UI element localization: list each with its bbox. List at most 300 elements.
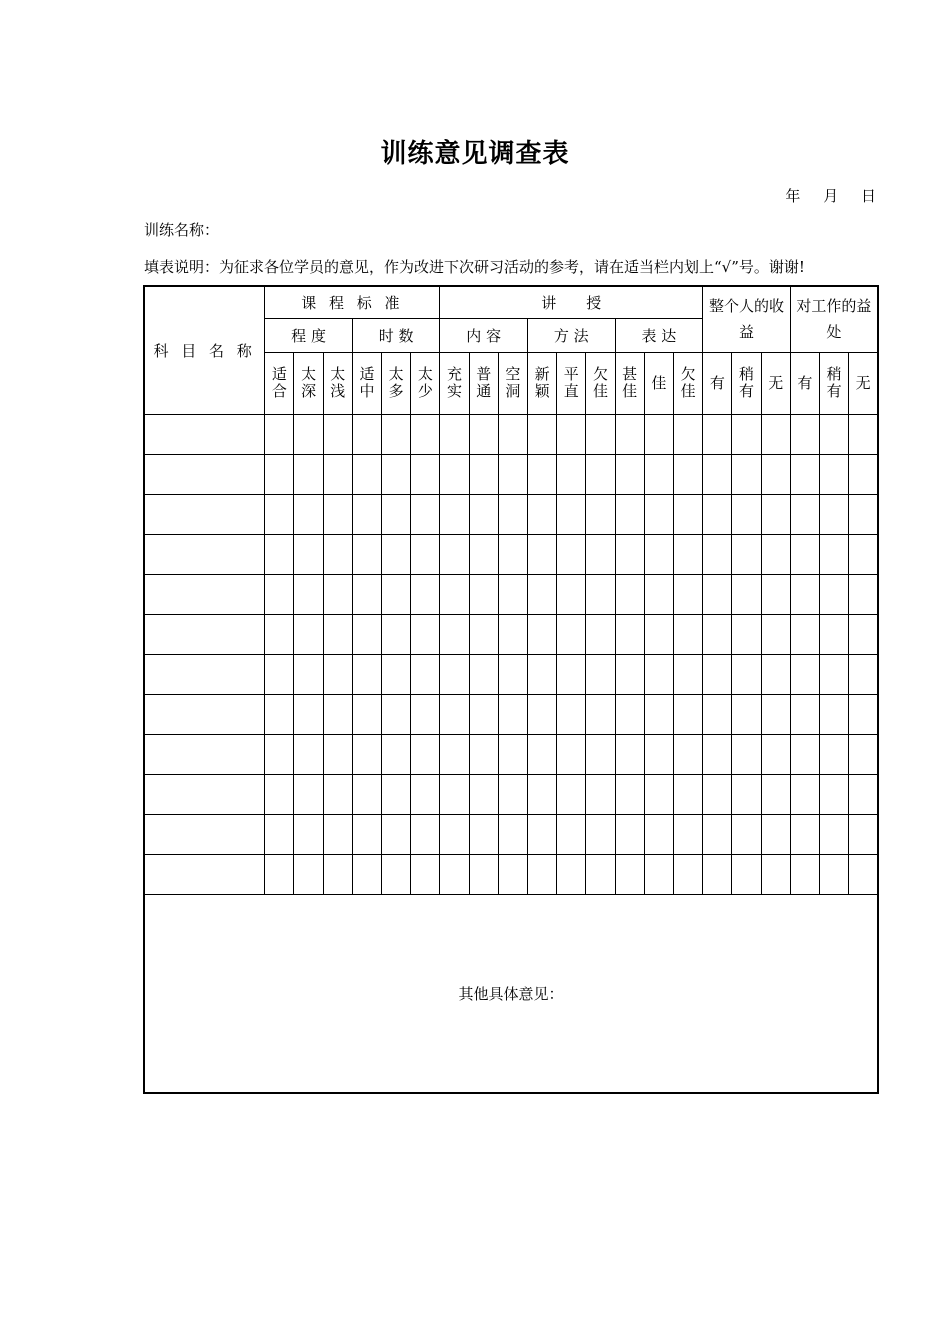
- rating-cell[interactable]: [790, 694, 819, 734]
- expression-header: 表 达: [615, 318, 703, 352]
- rating-cell[interactable]: [527, 414, 556, 454]
- rating-cell[interactable]: [265, 574, 294, 614]
- rating-cell[interactable]: [790, 814, 819, 854]
- rating-cell[interactable]: [761, 614, 790, 654]
- rating-cell[interactable]: [323, 574, 352, 614]
- rating-cell[interactable]: [673, 574, 702, 614]
- rating-cell[interactable]: [644, 654, 673, 694]
- column-header-label: 太浅: [330, 365, 346, 400]
- subject-name-cell[interactable]: [144, 614, 265, 654]
- rating-cell[interactable]: [644, 494, 673, 534]
- column-header: [411, 352, 440, 414]
- column-header: [732, 352, 761, 414]
- rating-cell[interactable]: [673, 534, 702, 574]
- rating-cell[interactable]: [673, 454, 702, 494]
- rating-cell[interactable]: [761, 694, 790, 734]
- rating-cell[interactable]: [615, 494, 644, 534]
- subject-name-cell[interactable]: [144, 574, 265, 614]
- column-header: [615, 352, 644, 414]
- rating-cell[interactable]: [849, 774, 878, 814]
- rating-cell[interactable]: [761, 534, 790, 574]
- rating-cell[interactable]: [294, 414, 323, 454]
- rating-cell[interactable]: [557, 414, 586, 454]
- rating-cell[interactable]: [586, 734, 615, 774]
- rating-cell[interactable]: [469, 494, 498, 534]
- rating-cell[interactable]: [761, 574, 790, 614]
- rating-cell[interactable]: [527, 494, 556, 534]
- rating-cell[interactable]: [703, 854, 732, 894]
- rating-cell[interactable]: [527, 574, 556, 614]
- rating-cell[interactable]: [849, 574, 878, 614]
- rating-cell[interactable]: [849, 614, 878, 654]
- rating-cell[interactable]: [469, 774, 498, 814]
- rating-cell[interactable]: [790, 654, 819, 694]
- rating-cell[interactable]: [265, 454, 294, 494]
- column-header-label: 稍有: [826, 365, 842, 400]
- column-header-label: 有: [709, 374, 725, 392]
- rating-cell[interactable]: [265, 854, 294, 894]
- rating-cell[interactable]: [469, 814, 498, 854]
- rating-cell[interactable]: [820, 574, 849, 614]
- rating-cell[interactable]: [615, 574, 644, 614]
- rating-cell[interactable]: [586, 414, 615, 454]
- rating-cell[interactable]: [469, 654, 498, 694]
- rating-cell[interactable]: [411, 694, 440, 734]
- rating-cell[interactable]: [615, 694, 644, 734]
- rating-cell[interactable]: [382, 454, 411, 494]
- rating-cell[interactable]: [703, 494, 732, 534]
- rating-cell[interactable]: [527, 654, 556, 694]
- rating-cell[interactable]: [294, 694, 323, 734]
- rating-cell[interactable]: [352, 694, 381, 734]
- rating-cell[interactable]: [703, 614, 732, 654]
- other-opinions-area[interactable]: [144, 894, 878, 1093]
- rating-cell[interactable]: [820, 854, 849, 894]
- rating-cell[interactable]: [411, 814, 440, 854]
- rating-cell[interactable]: [732, 854, 761, 894]
- rating-cell[interactable]: [586, 814, 615, 854]
- rating-cell[interactable]: [615, 534, 644, 574]
- rating-cell[interactable]: [820, 454, 849, 494]
- table-row: [144, 854, 878, 894]
- rating-cell[interactable]: [644, 534, 673, 574]
- rating-cell[interactable]: [352, 814, 381, 854]
- rating-cell[interactable]: [323, 654, 352, 694]
- subject-name-header: 科 目 名 称: [144, 286, 265, 414]
- rating-cell[interactable]: [498, 654, 527, 694]
- rating-cell[interactable]: [440, 774, 469, 814]
- rating-cell[interactable]: [382, 854, 411, 894]
- rating-cell[interactable]: [323, 814, 352, 854]
- column-header: [673, 352, 702, 414]
- rating-cell[interactable]: [440, 574, 469, 614]
- rating-cell[interactable]: [820, 614, 849, 654]
- rating-cell[interactable]: [849, 534, 878, 574]
- rating-cell[interactable]: [615, 454, 644, 494]
- rating-cell[interactable]: [732, 654, 761, 694]
- rating-cell[interactable]: [615, 774, 644, 814]
- rating-cell[interactable]: [352, 734, 381, 774]
- rating-cell[interactable]: [294, 534, 323, 574]
- rating-cell[interactable]: [440, 454, 469, 494]
- column-header-label: 适中: [359, 365, 375, 400]
- rating-cell[interactable]: [615, 654, 644, 694]
- rating-cell[interactable]: [557, 814, 586, 854]
- rating-cell[interactable]: [673, 494, 702, 534]
- rating-cell[interactable]: [382, 534, 411, 574]
- rating-cell[interactable]: [411, 734, 440, 774]
- rating-cell[interactable]: [323, 454, 352, 494]
- rating-cell[interactable]: [469, 414, 498, 454]
- rating-cell[interactable]: [849, 694, 878, 734]
- rating-cell[interactable]: [615, 414, 644, 454]
- rating-cell[interactable]: [382, 774, 411, 814]
- rating-cell[interactable]: [586, 614, 615, 654]
- rating-cell[interactable]: [382, 614, 411, 654]
- rating-cell[interactable]: [703, 774, 732, 814]
- rating-cell[interactable]: [469, 734, 498, 774]
- rating-cell[interactable]: [703, 534, 732, 574]
- rating-cell[interactable]: [440, 734, 469, 774]
- rating-cell[interactable]: [557, 654, 586, 694]
- rating-cell[interactable]: [761, 774, 790, 814]
- rating-cell[interactable]: [294, 854, 323, 894]
- rating-cell[interactable]: [498, 454, 527, 494]
- column-header: [323, 352, 352, 414]
- rating-cell[interactable]: [411, 574, 440, 614]
- column-header: [849, 352, 878, 414]
- rating-cell[interactable]: [761, 814, 790, 854]
- table-row: [144, 414, 878, 454]
- rating-cell[interactable]: [732, 574, 761, 614]
- rating-cell[interactable]: [673, 614, 702, 654]
- rating-cell[interactable]: [644, 694, 673, 734]
- rating-cell[interactable]: [382, 574, 411, 614]
- rating-cell[interactable]: [498, 694, 527, 734]
- rating-cell[interactable]: [790, 734, 819, 774]
- subject-name-cell[interactable]: [144, 534, 265, 574]
- rating-cell[interactable]: [265, 534, 294, 574]
- rating-cell[interactable]: [440, 614, 469, 654]
- rating-cell[interactable]: [673, 734, 702, 774]
- rating-cell[interactable]: [703, 734, 732, 774]
- rating-cell[interactable]: [323, 694, 352, 734]
- subject-name-cell[interactable]: [144, 814, 265, 854]
- rating-cell[interactable]: [790, 454, 819, 494]
- rating-cell[interactable]: [703, 694, 732, 734]
- rating-cell[interactable]: [644, 414, 673, 454]
- rating-cell[interactable]: [732, 774, 761, 814]
- rating-cell[interactable]: [703, 814, 732, 854]
- rating-cell[interactable]: [411, 854, 440, 894]
- column-header: [761, 352, 790, 414]
- rating-cell[interactable]: [673, 414, 702, 454]
- rating-cell[interactable]: [294, 454, 323, 494]
- rating-cell[interactable]: [469, 534, 498, 574]
- rating-cell[interactable]: [382, 814, 411, 854]
- rating-cell[interactable]: [440, 414, 469, 454]
- rating-cell[interactable]: [849, 494, 878, 534]
- rating-cell[interactable]: [790, 534, 819, 574]
- rating-cell[interactable]: [498, 814, 527, 854]
- rating-cell[interactable]: [673, 694, 702, 734]
- rating-cell[interactable]: [411, 534, 440, 574]
- rating-cell[interactable]: [615, 614, 644, 654]
- rating-cell[interactable]: [732, 414, 761, 454]
- rating-cell[interactable]: [265, 494, 294, 534]
- rating-cell[interactable]: [557, 614, 586, 654]
- rating-cell[interactable]: [440, 694, 469, 734]
- rating-cell[interactable]: [644, 614, 673, 654]
- rating-cell[interactable]: [703, 414, 732, 454]
- rating-cell[interactable]: [411, 654, 440, 694]
- rating-cell[interactable]: [411, 614, 440, 654]
- rating-cell[interactable]: [557, 694, 586, 734]
- rating-cell[interactable]: [820, 814, 849, 854]
- rating-cell[interactable]: [352, 614, 381, 654]
- rating-cell[interactable]: [265, 614, 294, 654]
- rating-cell[interactable]: [820, 734, 849, 774]
- column-header-label: 欠佳: [592, 365, 608, 400]
- table-row: [144, 534, 878, 574]
- rating-cell[interactable]: [586, 654, 615, 694]
- column-header-label: 新颖: [534, 365, 550, 400]
- rating-cell[interactable]: [615, 734, 644, 774]
- rating-cell[interactable]: [527, 694, 556, 734]
- rating-cell[interactable]: [352, 854, 381, 894]
- rating-cell[interactable]: [790, 494, 819, 534]
- rating-cell[interactable]: [440, 494, 469, 534]
- column-header: [294, 352, 323, 414]
- rating-cell[interactable]: [557, 734, 586, 774]
- training-name-label: 训练名称：: [144, 221, 220, 239]
- rating-cell[interactable]: [527, 534, 556, 574]
- rating-cell[interactable]: [323, 854, 352, 894]
- rating-cell[interactable]: [703, 654, 732, 694]
- rating-cell[interactable]: [411, 454, 440, 494]
- rating-cell[interactable]: [469, 614, 498, 654]
- rating-cell[interactable]: [352, 654, 381, 694]
- rating-cell[interactable]: [615, 854, 644, 894]
- date-year-label: 年: [785, 187, 801, 205]
- subject-name-cell[interactable]: [144, 414, 265, 454]
- rating-cell[interactable]: [586, 494, 615, 534]
- rating-cell[interactable]: [382, 694, 411, 734]
- rating-cell[interactable]: [323, 494, 352, 534]
- rating-cell[interactable]: [732, 494, 761, 534]
- subject-name-cell[interactable]: [144, 734, 265, 774]
- rating-cell[interactable]: [732, 614, 761, 654]
- column-header-label: 欠佳: [680, 365, 696, 400]
- rating-cell[interactable]: [294, 774, 323, 814]
- rating-cell[interactable]: [411, 414, 440, 454]
- rating-cell[interactable]: [265, 774, 294, 814]
- rating-cell[interactable]: [440, 654, 469, 694]
- rating-cell[interactable]: [382, 654, 411, 694]
- rating-cell[interactable]: [820, 414, 849, 454]
- rating-cell[interactable]: [527, 854, 556, 894]
- rating-cell[interactable]: [527, 614, 556, 654]
- rating-cell[interactable]: [586, 454, 615, 494]
- rating-cell[interactable]: [440, 854, 469, 894]
- subject-name-cell[interactable]: [144, 494, 265, 534]
- rating-cell[interactable]: [790, 414, 819, 454]
- rating-cell[interactable]: [411, 774, 440, 814]
- rating-cell[interactable]: [382, 494, 411, 534]
- content-header: 内 容: [440, 318, 528, 352]
- rating-cell[interactable]: [644, 734, 673, 774]
- rating-cell[interactable]: [440, 814, 469, 854]
- rating-cell[interactable]: [527, 814, 556, 854]
- rating-cell[interactable]: [265, 734, 294, 774]
- rating-cell[interactable]: [265, 654, 294, 694]
- rating-cell[interactable]: [820, 694, 849, 734]
- subject-name-cell[interactable]: [144, 454, 265, 494]
- rating-cell[interactable]: [265, 814, 294, 854]
- rating-cell[interactable]: [732, 814, 761, 854]
- column-header-label: 太多: [388, 365, 404, 400]
- rating-cell[interactable]: [498, 574, 527, 614]
- rating-cell[interactable]: [411, 494, 440, 534]
- rating-cell[interactable]: [703, 454, 732, 494]
- rating-cell[interactable]: [732, 454, 761, 494]
- rating-cell[interactable]: [849, 854, 878, 894]
- rating-cell[interactable]: [849, 734, 878, 774]
- rating-cell[interactable]: [673, 814, 702, 854]
- rating-cell[interactable]: [440, 534, 469, 574]
- rating-cell[interactable]: [790, 774, 819, 814]
- rating-cell[interactable]: [644, 814, 673, 854]
- rating-cell[interactable]: [673, 774, 702, 814]
- table-row: [144, 654, 878, 694]
- date-day-label: 日: [860, 187, 876, 205]
- rating-cell[interactable]: [586, 694, 615, 734]
- rating-cell[interactable]: [849, 654, 878, 694]
- rating-cell[interactable]: [498, 414, 527, 454]
- rating-cell[interactable]: [527, 454, 556, 494]
- rating-cell[interactable]: [557, 774, 586, 814]
- rating-cell[interactable]: [761, 654, 790, 694]
- rating-cell[interactable]: [323, 774, 352, 814]
- rating-cell[interactable]: [790, 574, 819, 614]
- rating-cell[interactable]: [294, 574, 323, 614]
- column-header: [586, 352, 615, 414]
- rating-cell[interactable]: [644, 454, 673, 494]
- rating-cell[interactable]: [820, 534, 849, 574]
- rating-cell[interactable]: [557, 534, 586, 574]
- rating-cell[interactable]: [673, 854, 702, 894]
- rating-cell[interactable]: [527, 734, 556, 774]
- rating-cell[interactable]: [323, 614, 352, 654]
- rating-cell[interactable]: [352, 574, 381, 614]
- rating-cell[interactable]: [673, 654, 702, 694]
- column-header: [469, 352, 498, 414]
- rating-cell[interactable]: [352, 774, 381, 814]
- subject-name-cell[interactable]: [144, 774, 265, 814]
- rating-cell[interactable]: [761, 414, 790, 454]
- rating-cell[interactable]: [352, 454, 381, 494]
- rating-cell[interactable]: [352, 414, 381, 454]
- rating-cell[interactable]: [732, 694, 761, 734]
- rating-cell[interactable]: [644, 574, 673, 614]
- rating-cell[interactable]: [790, 854, 819, 894]
- rating-cell[interactable]: [294, 654, 323, 694]
- method-header: 方 法: [527, 318, 615, 352]
- rating-cell[interactable]: [761, 734, 790, 774]
- column-header: [820, 352, 849, 414]
- rating-cell[interactable]: [849, 814, 878, 854]
- column-header: [265, 352, 294, 414]
- rating-cell[interactable]: [265, 414, 294, 454]
- rating-cell[interactable]: [352, 494, 381, 534]
- subject-name-cell[interactable]: [144, 694, 265, 734]
- subject-name-cell[interactable]: [144, 854, 265, 894]
- rating-cell[interactable]: [761, 854, 790, 894]
- rating-cell[interactable]: [849, 414, 878, 454]
- rating-cell[interactable]: [732, 734, 761, 774]
- rating-cell[interactable]: [586, 854, 615, 894]
- rating-cell[interactable]: [498, 494, 527, 534]
- rating-cell[interactable]: [498, 854, 527, 894]
- rating-cell[interactable]: [323, 414, 352, 454]
- subject-name-cell[interactable]: [144, 654, 265, 694]
- rating-cell[interactable]: [469, 854, 498, 894]
- rating-cell[interactable]: [382, 734, 411, 774]
- rating-cell[interactable]: [761, 494, 790, 534]
- rating-cell[interactable]: [323, 534, 352, 574]
- rating-cell[interactable]: [703, 574, 732, 614]
- rating-cell[interactable]: [586, 534, 615, 574]
- rating-cell[interactable]: [382, 414, 411, 454]
- rating-cell[interactable]: [615, 814, 644, 854]
- rating-cell[interactable]: [644, 774, 673, 814]
- date-month-label: 月: [823, 187, 839, 205]
- rating-cell[interactable]: [469, 574, 498, 614]
- rating-cell[interactable]: [586, 774, 615, 814]
- rating-cell[interactable]: [761, 454, 790, 494]
- rating-cell[interactable]: [849, 454, 878, 494]
- column-header-label: 稍有: [739, 365, 755, 400]
- rating-cell[interactable]: [498, 774, 527, 814]
- rating-cell[interactable]: [265, 694, 294, 734]
- rating-cell[interactable]: [323, 734, 352, 774]
- rating-cell[interactable]: [294, 494, 323, 534]
- rating-cell[interactable]: [820, 774, 849, 814]
- rating-cell[interactable]: [557, 454, 586, 494]
- rating-cell[interactable]: [820, 494, 849, 534]
- rating-cell[interactable]: [557, 494, 586, 534]
- degree-header: 程 度: [265, 318, 353, 352]
- rating-cell[interactable]: [469, 454, 498, 494]
- work-benefit-header: 对工作的益处: [790, 286, 878, 352]
- rating-cell[interactable]: [469, 694, 498, 734]
- rating-cell[interactable]: [498, 614, 527, 654]
- rating-cell[interactable]: [498, 534, 527, 574]
- rating-cell[interactable]: [294, 814, 323, 854]
- rating-cell[interactable]: [352, 534, 381, 574]
- rating-cell[interactable]: [790, 614, 819, 654]
- rating-cell[interactable]: [557, 574, 586, 614]
- rating-cell[interactable]: [294, 734, 323, 774]
- rating-cell[interactable]: [498, 734, 527, 774]
- rating-cell[interactable]: [294, 614, 323, 654]
- rating-cell[interactable]: [557, 854, 586, 894]
- rating-cell[interactable]: [820, 654, 849, 694]
- rating-cell[interactable]: [732, 534, 761, 574]
- rating-cell[interactable]: [644, 854, 673, 894]
- rating-cell[interactable]: [527, 774, 556, 814]
- rating-cell[interactable]: [586, 574, 615, 614]
